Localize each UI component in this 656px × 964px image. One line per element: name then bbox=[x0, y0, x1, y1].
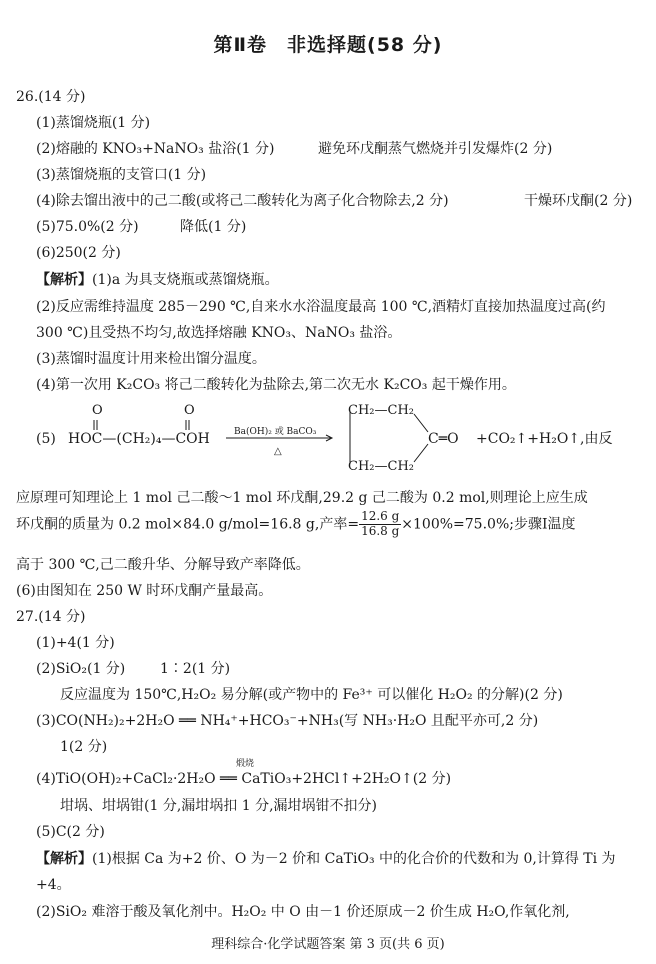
yield-fraction bbox=[359, 510, 401, 539]
calcination-condition: 煅烧 bbox=[236, 759, 255, 769]
q26-answer-4b: 干燥环戊酮(2 分) bbox=[524, 193, 633, 209]
q27-answer-2b: 1∶2(1 分) bbox=[160, 661, 231, 677]
q26-analysis-1 bbox=[36, 273, 279, 287]
q26-answer-5: (5)75.0%(2 分) bbox=[36, 219, 139, 235]
ring-top: CH₂—CH₂ bbox=[348, 403, 414, 418]
reaction-equation bbox=[30, 398, 650, 480]
q27-analysis-2: (2)SiO₂ 难溶于酸及氧化剂中。H₂O₂ 中 O 由－1 价还原成－2 价生成 H₂O,作氧化剂, bbox=[36, 904, 570, 920]
q27-answer-4: (4)TiO(OH)₂+CaCl₂·2H₂O ══ CaTiO₃+2HCl↑+2H₂O↑(2 分) bbox=[36, 771, 452, 787]
analysis-label: 【解析】 bbox=[36, 272, 92, 288]
q27-answer-3: (3)CO(NH₂)₂+2H₂O ══ NH₄⁺+HCO₃⁻+NH₃(写 NH₃·H₂O 且配平亦可,2 分) bbox=[36, 713, 539, 729]
q26-answer-6: (6)250(2 分) bbox=[36, 245, 121, 261]
q26-answer-3: (3)蒸馏烧瓶的支管口(1 分) bbox=[36, 167, 207, 183]
q26-analysis-2b: 300 ℃)且受热不均匀,故选择熔融 KNO₃、NaNO₃ 盐浴。 bbox=[36, 325, 402, 341]
q26-answer-1: (1)蒸馏烧瓶(1 分) bbox=[36, 115, 151, 131]
fraction-numerator: 12.6 g bbox=[361, 509, 400, 523]
page-title: 第Ⅱ卷 非选择题(58 分) bbox=[213, 34, 443, 56]
q26-answer-5b: 降低(1 分) bbox=[180, 219, 247, 235]
q27-heading: 27.(14 分) bbox=[16, 609, 86, 625]
reaction-condition: Ba(OH)₂ 或 BaCO₃ bbox=[234, 427, 317, 437]
q27-answer-1: (1)+4(1 分) bbox=[36, 635, 115, 651]
q26-answer-4: (4)除去馏出液中的己二酸(或将己二酸转化为离子化合物除去,2 分) bbox=[36, 193, 449, 209]
q26-analysis-2a: (2)反应需维持温度 285－290 ℃,自来水水浴温度最高 100 ℃,酒精灯直接加热温度过高(约 bbox=[36, 299, 606, 315]
q27-analysis-1b: +4。 bbox=[36, 877, 71, 893]
reactant-formula: HOC—(CH₂)₄—COH bbox=[68, 431, 210, 447]
ring-bond-lower bbox=[414, 444, 428, 462]
q26-analysis-4: (4)第一次用 K₂CO₃ 将己二酸转化为盐除去,第二次无水 K₂CO₃ 起干燥作用。 bbox=[36, 377, 516, 393]
q27-answer-5: (5)C(2 分) bbox=[36, 824, 105, 840]
ring-bottom: CH₂—CH₂ bbox=[348, 459, 414, 474]
q26-analysis-5a: 应原理可知理论上 1 mol 己二酸～1 mol 环戊酮,29.2 g 己二酸为 0.2 mol,则理论上应生成 bbox=[16, 490, 588, 506]
eq-label: (5) bbox=[36, 431, 56, 447]
carbonyl-o-left: O bbox=[92, 403, 103, 418]
q26-answer-2: (2)熔融的 KNO₃+NaNO₃ 盐浴(1 分) bbox=[36, 141, 275, 157]
q26-analysis-3: (3)蒸馏时温度计用来检出馏分温度。 bbox=[36, 351, 266, 367]
ring-bond-upper bbox=[414, 414, 428, 432]
fraction-denominator: 16.8 g bbox=[361, 523, 400, 538]
q27-answer-4b: 坩埚、坩埚钳(1 分,漏坩埚扣 1 分,漏坩埚钳不扣分) bbox=[60, 798, 377, 814]
q26-heading: 26.(14 分) bbox=[16, 89, 86, 105]
q26-answer-2b: 避免环戊酮蒸气燃烧并引发爆炸(2 分) bbox=[318, 141, 553, 157]
q27-answer-3b: 1(2 分) bbox=[60, 739, 108, 755]
yield-text-pre: 环戊酮的质量为 0.2 mol×84.0 g/mol=16.8 g,产率= bbox=[16, 516, 360, 533]
q26-analysis-5b bbox=[16, 510, 576, 539]
products-tail: +CO₂↑+H₂O↑,由反 bbox=[476, 431, 613, 447]
analysis-text: (1)a 为具支烧瓶或蒸馏烧瓶。 bbox=[92, 272, 279, 288]
analysis-label: 【解析】 bbox=[36, 851, 92, 867]
q27-answer-2c: 反应温度为 150℃,H₂O₂ 易分解(或产物中的 Fe³⁺ 可以催化 H₂O₂ 的分解)(2 分) bbox=[60, 687, 563, 703]
yield-text-post: ×100%=75.0%;步骤Ⅰ温度 bbox=[401, 516, 576, 533]
q27-analysis-1a bbox=[36, 852, 616, 866]
q26-analysis-6: (6)由图知在 250 W 时环戊酮产量最高。 bbox=[16, 583, 273, 599]
q27-answer-2: (2)SiO₂(1 分) bbox=[36, 661, 126, 677]
page-footer: 理科综合·化学试题答案 第 3 页(共 6 页) bbox=[211, 937, 445, 952]
carbonyl-o-right: O bbox=[184, 403, 195, 418]
q26-analysis-5c: 高于 300 ℃,己二酸升华、分解导致产率降低。 bbox=[16, 557, 310, 573]
analysis-text: (1)根据 Ca 为+2 价、O 为－2 价和 CaTiO₃ 中的化合价的代数和为 0,计算得 Ti 为 bbox=[92, 851, 616, 867]
ring-carbonyl: C═O bbox=[428, 431, 459, 447]
heat-symbol: △ bbox=[274, 446, 282, 457]
